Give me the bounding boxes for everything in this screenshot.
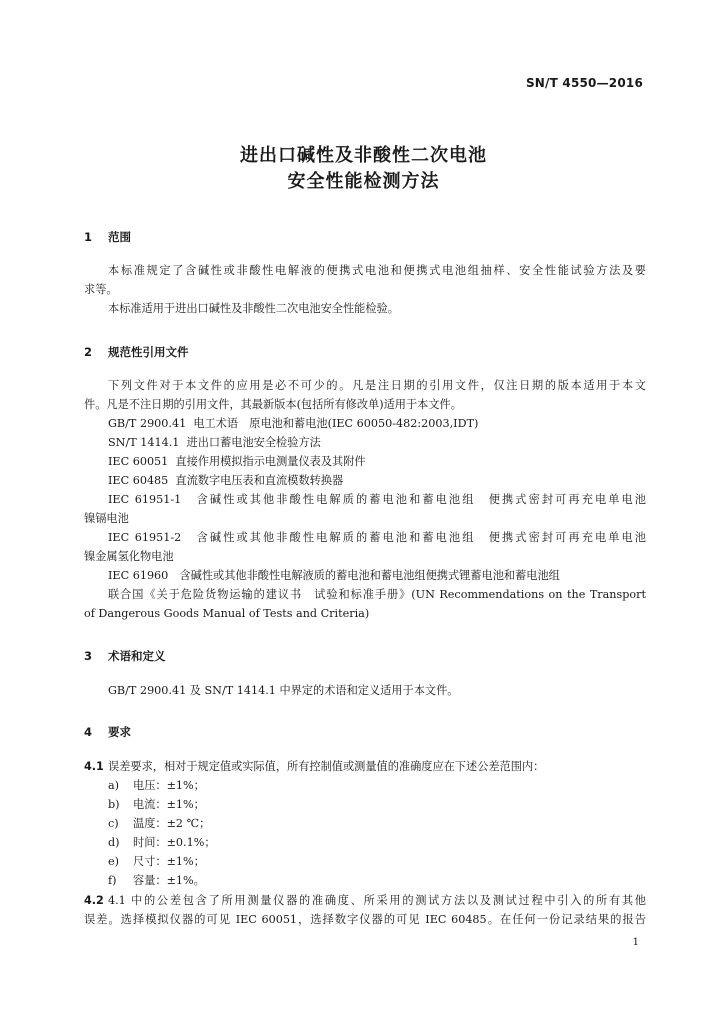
list-label: d) — [108, 836, 120, 849]
clause-text: 4.1 中的公差包含了所用测量仪器的准确度、所采用的测试方法以及测试过程中引入的所有其他 — [108, 894, 646, 907]
list-label: e) — [108, 855, 119, 868]
s1-paragraph1-line2: 求等。 — [84, 283, 118, 296]
section-title: 范围 — [108, 230, 131, 244]
reference-item — [108, 436, 670, 450]
list-item — [108, 779, 670, 793]
section-4-heading — [84, 724, 131, 740]
reference-item-61960: IEC 61960 含碱性或其他非酸性电解液质的蓄电池和蓄电池组便携式锂蓄电池和蓄电池组 — [108, 569, 560, 582]
list-item — [108, 836, 670, 850]
reference-item-61951-2-line1: IEC 61951-2 含碱性或其他非酸性电解质的蓄电池和蓄电池组 便携式密封可再充电单电池 — [108, 531, 646, 544]
document-title-line1: 进出口碱性及非酸性二次电池 — [240, 145, 487, 166]
reference-code: IEC 60485 — [108, 474, 169, 487]
list-item — [108, 817, 670, 831]
clause-number: 4.1 — [84, 760, 104, 773]
list-text: 尺寸：±1%； — [133, 855, 205, 868]
section-number: 4 — [84, 725, 93, 739]
reference-item — [108, 455, 670, 469]
section-title: 术语和定义 — [108, 649, 166, 663]
clause-text: 误差要求，相对于规定值或实际值，所有控制值或测量值的准确度应在下述公差范围内： — [108, 760, 545, 773]
page-number: 1 — [632, 937, 639, 948]
list-item — [108, 798, 670, 812]
s1-paragraph2: 本标准适用于进出口碱性及非酸性二次电池安全性能检验。 — [108, 302, 399, 315]
reference-item-un-line2: of Dangerous Goods Manual of Tests and Criteria) — [84, 607, 370, 620]
s2-intro-line1: 下列文件对于本文件的应用是必不可少的。凡是注日期的引用文件，仅注日期的版本适用于本文 — [108, 379, 646, 392]
reference-item-61951-1-line2: 镍镉电池 — [84, 512, 129, 525]
section-number: 2 — [84, 345, 93, 359]
list-text: 电压：±1%； — [133, 779, 205, 792]
section-2-heading — [84, 344, 189, 360]
list-text: 时间：±0.1%； — [133, 836, 216, 849]
list-label: a) — [108, 779, 120, 792]
section-title: 要求 — [108, 725, 131, 739]
list-item — [108, 855, 670, 869]
clause-number: 4.2 — [84, 894, 104, 907]
reference-title: 直流数字电压表和直流模数转换器 — [175, 474, 344, 487]
list-label: c) — [108, 817, 119, 830]
clause-4-2-line2: 误差。选择模拟仪器的可见 IEC 60051，选择数字仪器的可见 IEC 60485。在任何一份记录结果的报告 — [84, 913, 646, 926]
clause-4-1 — [84, 760, 646, 774]
s1-paragraph1-line1: 本标准规定了含碱性或非酸性电解液的便携式电池和便携式电池组抽样、安全性能试验方法及要 — [108, 264, 646, 277]
list-text: 温度：±2 ℃； — [133, 817, 211, 830]
list-text: 容量：±1%。 — [133, 874, 205, 887]
reference-code: GB/T 2900.41 — [108, 417, 187, 430]
section-title: 规范性引用文件 — [108, 345, 189, 359]
section-1-heading — [84, 229, 131, 245]
s2-intro-line2: 件。凡是不注日期的引用文件，其最新版本(包括所有修改单)适用于本文件。 — [84, 398, 462, 411]
list-item — [108, 874, 670, 888]
list-label: f) — [108, 874, 117, 887]
document-title-line2: 安全性能检测方法 — [287, 171, 440, 192]
reference-code: IEC 60051 — [108, 455, 169, 468]
reference-title: 直接作用模拟指示电测量仪表及其附件 — [175, 455, 366, 468]
s3-paragraph: GB/T 2900.41 及 SN/T 1414.1 中界定的术语和定义适用于本文件。 — [108, 684, 459, 697]
reference-item-61951-1-line1: IEC 61951-1 含碱性或其他非酸性电解质的蓄电池和蓄电池组 便携式密封可再充电单电池 — [108, 493, 646, 506]
reference-item-61951-2-line2: 镍金属氢化物电池 — [84, 550, 174, 563]
section-3-heading — [84, 648, 166, 664]
reference-title: 进出口蓄电池安全检验方法 — [186, 436, 321, 449]
reference-item-un-line1: 联合国《关于危险货物运输的建议书 试验和标准手册》(UN Recommendations on the Transport — [108, 588, 646, 601]
list-label: b) — [108, 798, 120, 811]
reference-item — [108, 474, 670, 488]
list-text: 电流：±1%； — [133, 798, 205, 811]
section-number: 3 — [84, 649, 93, 663]
reference-code: SN/T 1414.1 — [108, 436, 180, 449]
reference-item — [108, 417, 670, 431]
clause-4-2-line1 — [84, 894, 646, 908]
standard-code: SN/T 4550—2016 — [525, 76, 643, 90]
reference-title: 电工术语 原电池和蓄电池(IEC 60050-482:2003,IDT) — [193, 417, 479, 430]
section-number: 1 — [84, 230, 93, 244]
